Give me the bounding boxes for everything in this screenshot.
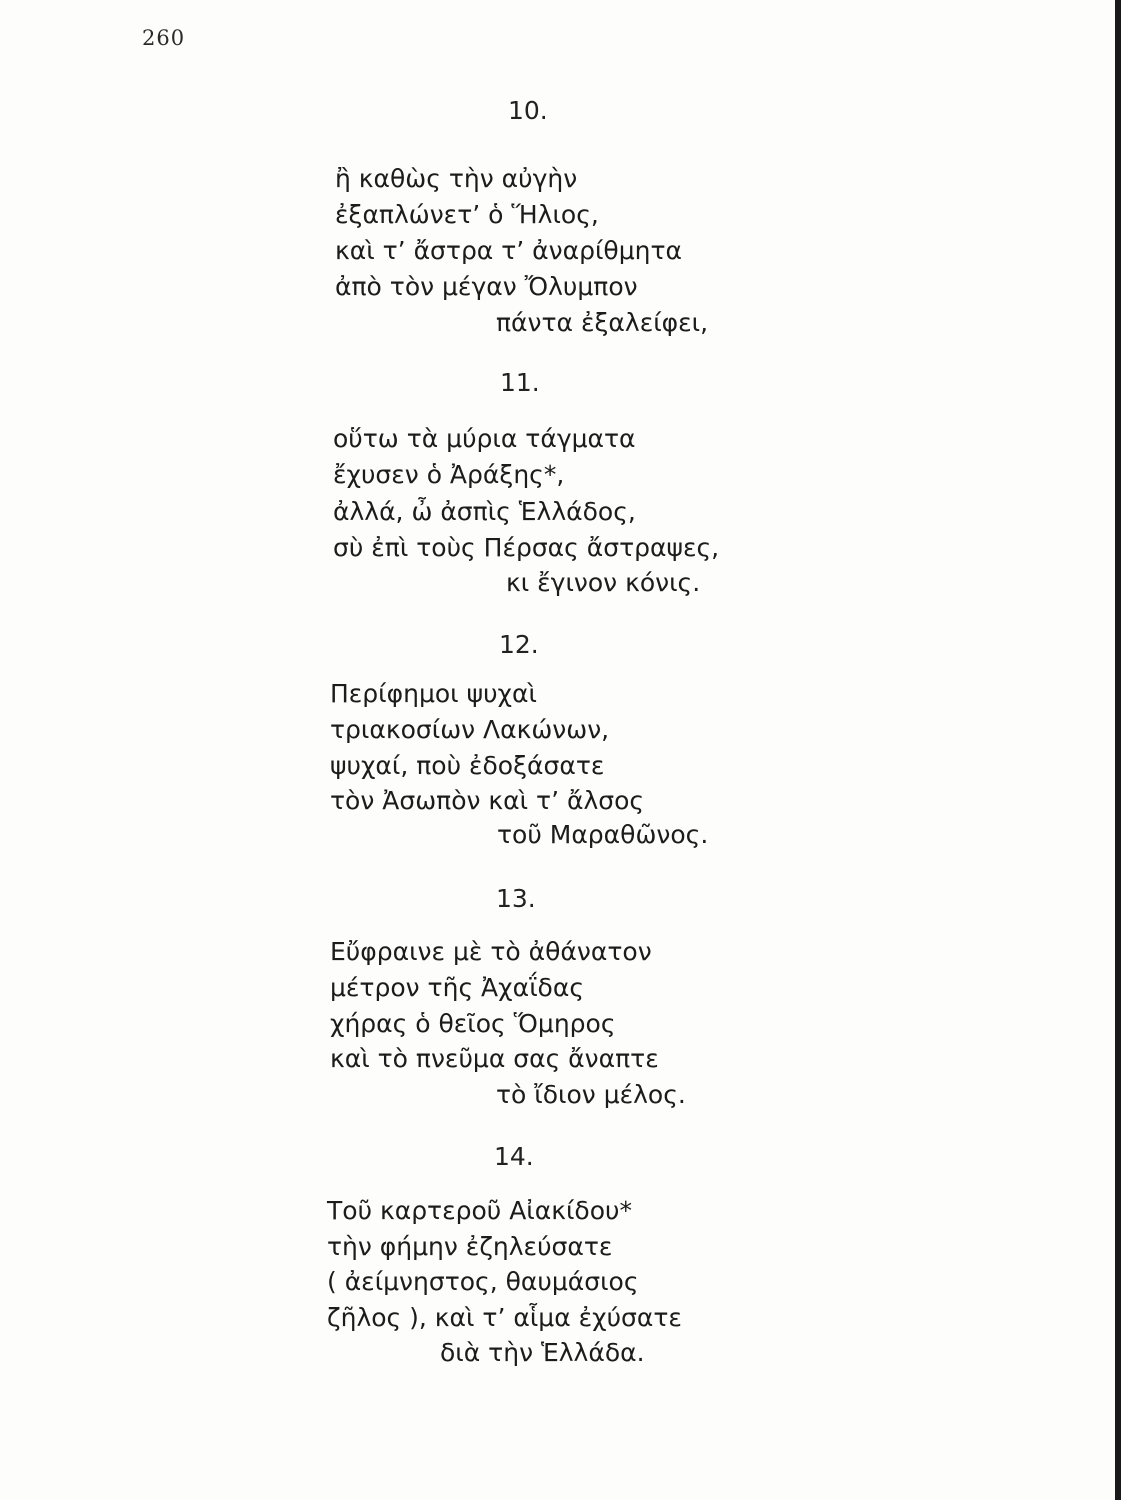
verse-line: τοῦ Μαραθῶνος. xyxy=(497,820,709,849)
verse-line: ἐξαπλώνετ’ ὁ Ἥλιος, xyxy=(335,200,599,229)
verse-line: Τοῦ καρτεροῦ Αἰακίδου* xyxy=(327,1196,632,1225)
verse-line: Περίφημοι ψυχαὶ xyxy=(330,679,537,708)
page-number: 260 xyxy=(142,26,186,50)
stanza-number: 13. xyxy=(496,884,536,913)
verse-line: τὸ ἴδιον μέλος. xyxy=(496,1080,686,1109)
verse-line: ἔχυσεν ὁ Ἀράξης*, xyxy=(333,460,565,489)
bleed-through xyxy=(790,140,1070,1420)
scan-edge xyxy=(1115,0,1121,1500)
stanza-number: 11. xyxy=(500,368,540,397)
verse-line: τὴν φήμην ἐζηλεύσατε xyxy=(327,1232,613,1261)
verse-line: τριακοσίων Λακώνων, xyxy=(330,715,610,744)
verse-line: διὰ τὴν Ἑλλάδα. xyxy=(440,1338,645,1367)
verse-line: χήρας ὁ θεῖος Ὅμηρος xyxy=(330,1009,616,1038)
stanza-number: 10. xyxy=(508,96,548,125)
verse-line: καὶ τ’ ἄστρα τ’ ἀναρίθμητα xyxy=(335,236,683,265)
verse-line: μέτρον τῆς Ἀχαΐδας xyxy=(330,973,584,1002)
verse-line: οὕτω τὰ μύρια τάγματα xyxy=(333,424,636,453)
stanza-number: 14. xyxy=(494,1142,534,1171)
verse-line: ἢ καθὼς τὴν αὐγὴν xyxy=(335,164,578,193)
verse-line: Εὔφραινε μὲ τὸ ἀθάνατον xyxy=(330,937,652,966)
verse-line: τὸν Ἀσωπὸν καὶ τ’ ἄλσος xyxy=(330,786,645,815)
verse-line: ψυχαί, ποὺ ἐδοξάσατε xyxy=(330,751,605,780)
verse-line: ζῆλος ), καὶ τ’ αἷμα ἐχύσατε xyxy=(327,1303,682,1332)
verse-line: ἀπὸ τὸν μέγαν Ὄλυμπον xyxy=(335,272,638,301)
verse-line: σὺ ἐπὶ τοὺς Πέρσας ἄστραψες, xyxy=(333,533,720,562)
verse-line: ( ἀείμνηστος, θαυμάσιος xyxy=(327,1267,639,1296)
verse-line: ἀλλά, ὦ ἀσπὶς Ἑλλάδος, xyxy=(333,497,636,526)
stanza-number: 12. xyxy=(499,630,539,659)
verse-line: καὶ τὸ πνεῦμα σας ἄναπτε xyxy=(330,1044,659,1073)
verse-line: κι ἔγινον κόνις. xyxy=(506,568,701,597)
verse-line: πάντα ἐξαλείφει, xyxy=(496,308,709,337)
